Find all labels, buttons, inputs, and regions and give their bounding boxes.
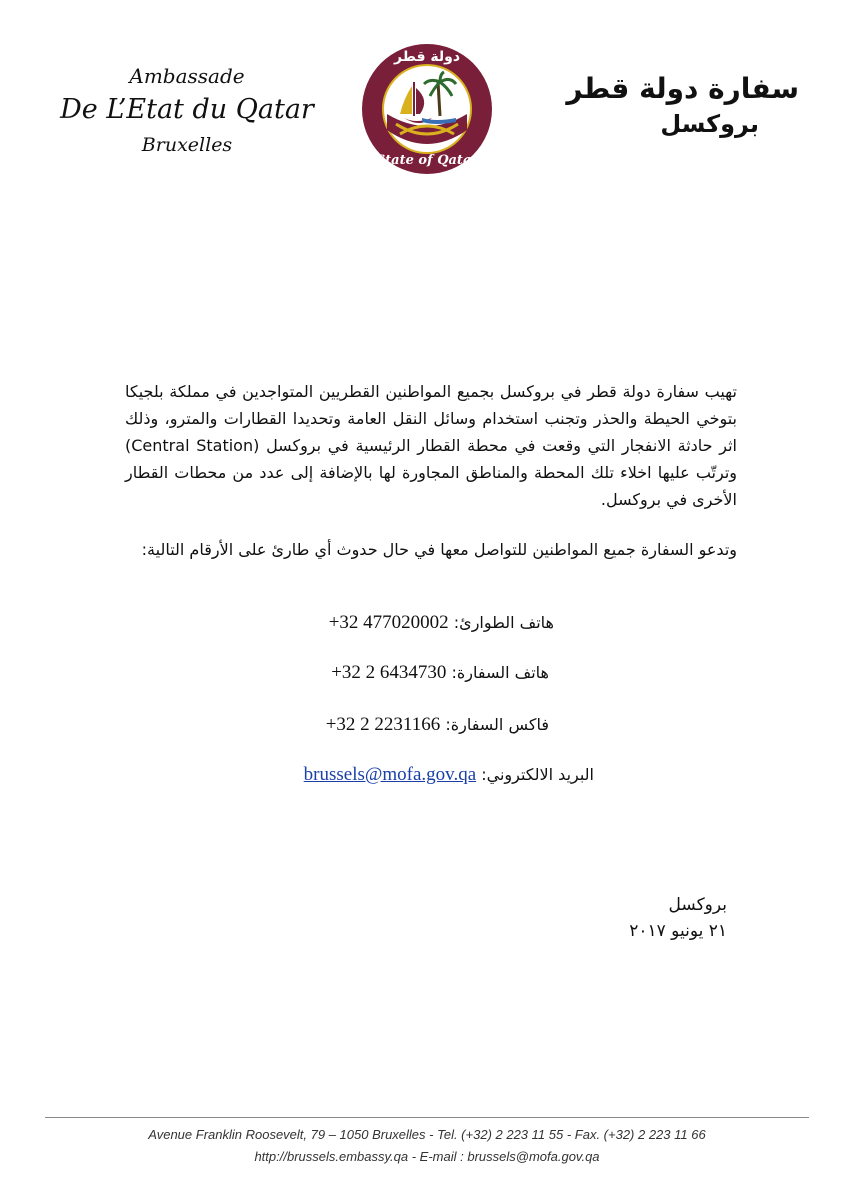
advisory-paragraph: تهيب سفارة دولة قطر في بروكسل بجميع المواطنين القطريين المتواجدين في مملكة بلجيكا بتوخي الحيطة والحذر وتجنب استخدام وسائل النقل العامة وتحديدا القطارات والمترو، وذلك اثر حادثة الانفجار التي وقعت في محطة القطار الرئيسية في بروكسل (Central Station) وترتّب عليها اخلاء تلك المحطة والمناطق المجاورة لها بالإضافة إلى عدد من محطات القطار الأخرى في بروكسل. [125, 382, 737, 509]
footer-divider [45, 1117, 809, 1118]
footer-web-email: http://brussels.embassy.qa - E-mail : brussels@mofa.gov.qa [254, 1149, 600, 1164]
state-of-qatar-emblem [360, 42, 494, 176]
letterhead-arabic-city: بروكسل [660, 110, 759, 138]
footer [45, 1124, 809, 1168]
letterhead-arabic-embassy: سفارة دولة قطر [566, 72, 799, 105]
contact-invitation: وتدعو السفارة جميع المواطنين للتواصل معها في حال حدوث أي طارئ على الأرقام التالية: [141, 540, 737, 559]
letterhead-state: De L’Etat du Qatar [60, 94, 314, 125]
signoff [629, 892, 727, 944]
embassy-fax-label: فاكس السفارة: [445, 715, 549, 734]
emergency-phone-label: هاتف الطوارئ: [453, 613, 554, 632]
signoff-date: ٢١ يونيو ٢٠١٧ [629, 921, 727, 941]
emblem-english-text: State of Qatar [375, 153, 479, 168]
signoff-city: بروكسل [668, 895, 727, 915]
letterhead-ambassade: Ambassade [129, 64, 245, 88]
email-label: البريد الالكتروني: [481, 765, 594, 784]
embassy-phone-label: هاتف السفارة: [451, 663, 549, 682]
emblem-arabic-text: دولة قطر [393, 49, 461, 65]
footer-address: Avenue Franklin Roosevelt, 79 – 1050 Bruxelles - Tel. (+32) 2 223 11 55 - Fax. (+32) 2 223 11 66 [148, 1127, 706, 1142]
letterhead-city: Bruxelles [141, 134, 233, 156]
embassy-email [304, 764, 594, 786]
letterhead-french [52, 62, 322, 160]
embassy-phone-number: +32 2 6434730 [331, 662, 447, 683]
embassy-fax-number: +32 2 2231166 [325, 714, 441, 735]
embassy-fax [326, 714, 549, 736]
email-link[interactable]: brussels@mofa.gov.qa [303, 764, 477, 785]
emergency-phone [329, 612, 554, 634]
letterhead-arabic [559, 70, 799, 140]
embassy-phone [331, 662, 549, 684]
emergency-phone-number: +32 477020002 [328, 612, 449, 633]
